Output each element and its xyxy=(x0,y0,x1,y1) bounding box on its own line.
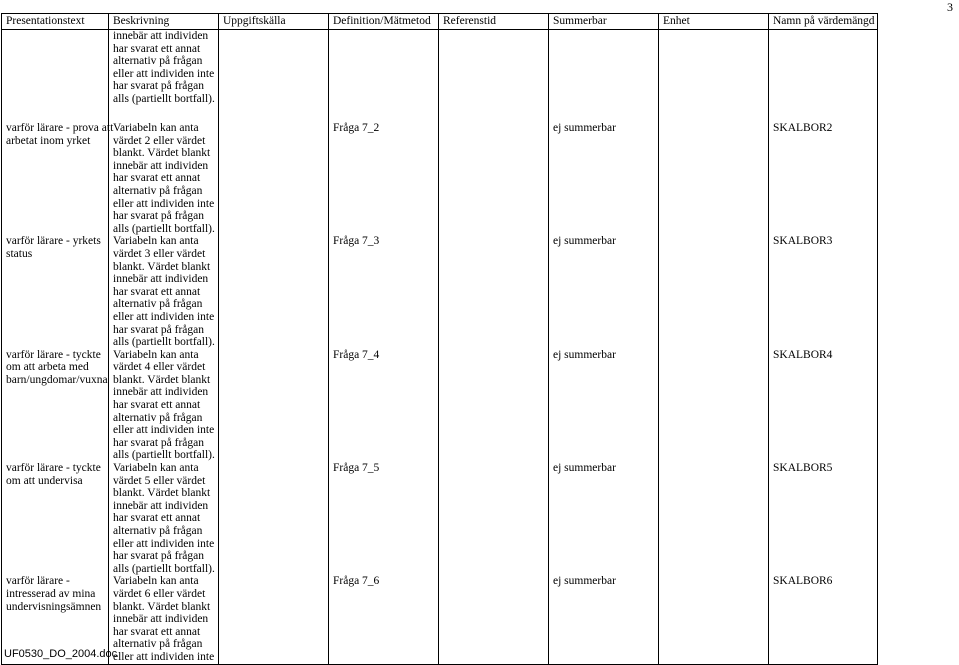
header-vardemangd: Namn på värdemängd xyxy=(769,14,878,30)
value-set-cell xyxy=(769,30,878,123)
definition-cell: Fråga 7_6 xyxy=(329,575,439,664)
definition-cell: Fråga 7_5 xyxy=(329,462,439,575)
text-line: Variabeln kan anta xyxy=(113,348,199,361)
text-line: blankt. Värdet blankt xyxy=(113,487,211,500)
text-line: om att undervisa xyxy=(6,474,83,487)
text-line: har svarat ett annat xyxy=(113,625,201,638)
presentation-cell xyxy=(2,122,114,235)
definition-cell: Fråga 7_2 xyxy=(329,122,439,235)
text-line: Variabeln kan anta xyxy=(113,235,199,248)
presentation-cell xyxy=(2,235,109,348)
header-beskrivning: Beskrivning xyxy=(109,14,219,30)
text-line: varför lärare - yrkets xyxy=(6,235,101,248)
text-line: alternativ på frågan xyxy=(113,55,203,68)
text-line: alternativ på frågan xyxy=(113,638,203,651)
definition-cell xyxy=(329,30,439,123)
text-line: Variabeln kan anta xyxy=(113,575,199,588)
unit-cell xyxy=(659,462,769,575)
text-line: Variabeln kan anta xyxy=(113,122,199,134)
header-uppgiftskalla: Uppgiftskälla xyxy=(219,14,329,30)
text-line: innebär att individen xyxy=(113,30,209,42)
text-line: alternativ på frågan xyxy=(113,411,203,424)
text-line: blankt. Värdet blankt xyxy=(113,600,211,613)
header-presentationstext: Presentationstext xyxy=(2,14,109,30)
text-line: varför lärare - tyckte xyxy=(6,348,101,361)
unit-cell xyxy=(659,349,769,462)
value-set-cell: SKALBOR6 xyxy=(769,575,878,664)
text-line: värdet 3 eller värdet xyxy=(113,247,206,260)
text-line: varför lärare - xyxy=(6,575,70,588)
text-line: innebär att individen xyxy=(113,386,209,399)
text-line: har svarat på frågan xyxy=(113,210,204,223)
text-line: värdet 6 eller värdet xyxy=(113,587,206,600)
text-line: värdet 2 eller värdet xyxy=(113,134,206,147)
text-line: eller att individen inte xyxy=(113,537,215,550)
text-line: har svarat på frågan xyxy=(113,550,204,563)
text-line: alternativ på frågan xyxy=(113,184,203,197)
text-line: om att arbeta med xyxy=(6,361,89,374)
text-line: blankt. Värdet blankt xyxy=(113,260,211,273)
summerbar-cell xyxy=(549,30,659,123)
reference-time-cell xyxy=(439,30,549,123)
summerbar-cell: ej summerbar xyxy=(549,462,659,575)
source-cell xyxy=(219,575,329,664)
value-set-cell: SKALBOR2 xyxy=(769,122,878,235)
text-line: intresserad av mina xyxy=(6,587,96,600)
text-line: alternativ på frågan xyxy=(113,298,203,311)
text-line: har svarat ett annat xyxy=(113,285,201,298)
table-row xyxy=(2,462,878,575)
description-cell xyxy=(109,30,219,123)
unit-cell xyxy=(659,235,769,348)
source-cell xyxy=(219,462,329,575)
text-line: alls (partiellt bortfall). xyxy=(113,336,215,349)
unit-cell xyxy=(659,122,769,235)
table-row-continued xyxy=(2,30,878,123)
text-line: alls (partiellt bortfall). xyxy=(113,449,215,462)
definition-cell: Fråga 7_3 xyxy=(329,235,439,348)
presentation-cell xyxy=(2,462,109,575)
reference-time-cell xyxy=(439,349,549,462)
text-line: varför lärare - prova att xyxy=(6,122,114,134)
text-line: innebär att individen xyxy=(113,499,209,512)
text-line: barn/ungdomar/vuxna xyxy=(6,373,108,386)
text-line: värdet 4 eller värdet xyxy=(113,361,206,374)
text-line: alls (partiellt bortfall). xyxy=(113,92,215,105)
source-cell xyxy=(219,30,329,123)
text-line: status xyxy=(6,247,33,260)
unit-cell xyxy=(659,575,769,664)
document-filename: UF0530_DO_2004.doc xyxy=(4,648,118,660)
summerbar-cell: ej summerbar xyxy=(549,122,659,235)
source-cell xyxy=(219,349,329,462)
text-line: har svarat ett annat xyxy=(113,172,201,185)
text-line: har svarat ett annat xyxy=(113,42,201,55)
header-row xyxy=(2,14,878,30)
text-line: arbetat inom yrket xyxy=(6,134,91,147)
text-line: blankt. Värdet blankt xyxy=(113,373,211,386)
header-enhet: Enhet xyxy=(659,14,769,30)
text-line: värdet 5 eller värdet xyxy=(113,474,206,487)
text-line: eller att individen inte xyxy=(113,197,215,210)
text-line: har svarat ett annat xyxy=(113,399,201,412)
table-row xyxy=(2,349,878,462)
text-line: innebär att individen xyxy=(113,613,209,626)
text-line: undervisningsämnen xyxy=(6,600,102,613)
text-line: eller att individen inte xyxy=(113,424,215,437)
header-definition: Definition/Mätmetod xyxy=(329,14,439,30)
reference-time-cell xyxy=(439,122,549,235)
unit-cell xyxy=(659,30,769,123)
summerbar-cell: ej summerbar xyxy=(549,235,659,348)
header-referenstid: Referenstid xyxy=(439,14,549,30)
text-line: blankt. Värdet blankt xyxy=(113,147,211,160)
text-line: eller att individen inte xyxy=(113,310,215,323)
variable-table xyxy=(1,13,878,665)
presentation-cell xyxy=(2,349,109,462)
page-number: 3 xyxy=(947,0,953,14)
text-line: innebär att individen xyxy=(113,273,209,286)
source-cell xyxy=(219,122,329,235)
reference-time-cell xyxy=(439,462,549,575)
summerbar-cell: ej summerbar xyxy=(549,349,659,462)
header-summerbar: Summerbar xyxy=(549,14,659,30)
text-line: har svarat på frågan xyxy=(113,80,204,93)
text-line: alls (partiellt bortfall). xyxy=(113,222,215,235)
summerbar-cell: ej summerbar xyxy=(549,575,659,664)
table-row xyxy=(2,235,878,348)
text-line: innebär att individen xyxy=(113,159,209,172)
reference-time-cell xyxy=(439,235,549,348)
description-cell xyxy=(109,349,219,462)
text-line: har svarat ett annat xyxy=(113,512,201,525)
value-set-cell: SKALBOR5 xyxy=(769,462,878,575)
description-cell xyxy=(109,122,219,235)
value-set-cell: SKALBOR4 xyxy=(769,349,878,462)
description-cell xyxy=(109,462,219,575)
text-line: eller att individen inte xyxy=(113,67,215,80)
text-line: har svarat på frågan xyxy=(113,436,204,449)
value-set-cell: SKALBOR3 xyxy=(769,235,878,348)
text-line: Variabeln kan anta xyxy=(113,462,199,475)
source-cell xyxy=(219,235,329,348)
description-cell xyxy=(109,235,219,348)
definition-cell: Fråga 7_4 xyxy=(329,349,439,462)
description-cell xyxy=(109,575,219,664)
text-line: alternativ på frågan xyxy=(113,525,203,537)
table-row xyxy=(2,575,878,664)
text-line: alls (partiellt bortfall). xyxy=(113,562,215,575)
text-line: varför lärare - tyckte xyxy=(6,462,101,475)
table-row xyxy=(2,122,878,235)
presentation-cell xyxy=(2,30,109,123)
reference-time-cell xyxy=(439,575,549,664)
text-line: eller att individen inte xyxy=(113,650,215,663)
text-line: har svarat på frågan xyxy=(113,323,204,336)
